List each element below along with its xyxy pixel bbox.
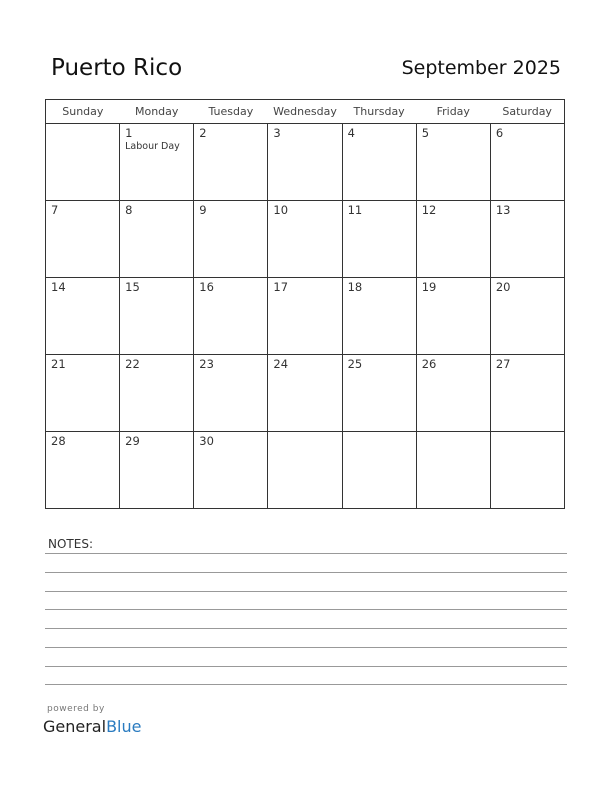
day-number: 6 [495, 126, 504, 140]
day-cell [194, 124, 268, 201]
day-number: 17 [273, 280, 289, 294]
day-number [268, 432, 341, 434]
day-number: 10 [273, 203, 289, 217]
holiday-label: Labour Day [125, 141, 180, 152]
day-number: 3 [273, 126, 281, 140]
day-cell [416, 432, 490, 509]
day-number: 7 [51, 203, 59, 217]
day-cell [120, 124, 194, 201]
day-cell [342, 201, 416, 278]
day-number [343, 432, 416, 434]
day-number: 9 [199, 203, 207, 217]
note-line [45, 591, 567, 592]
day-cell [342, 432, 416, 509]
day-cell [490, 201, 564, 278]
day-number [417, 432, 490, 434]
week-row [46, 355, 565, 432]
day-cell [120, 432, 194, 509]
day-number: 12 [421, 203, 437, 217]
day-cell [120, 355, 194, 432]
day-cell [490, 355, 564, 432]
brand-logo-part1: General [43, 717, 107, 736]
week-row [46, 278, 565, 355]
day-number: 5 [421, 126, 430, 140]
day-number: 19 [421, 280, 437, 294]
day-cell [416, 278, 490, 355]
day-number: 23 [199, 357, 214, 371]
day-number [491, 432, 564, 434]
day-number: 29 [125, 434, 140, 448]
day-cell [194, 278, 268, 355]
day-cell [120, 278, 194, 355]
day-number: 21 [51, 357, 66, 371]
day-number: 11 [347, 203, 363, 217]
powered-by-label: powered by [47, 704, 105, 714]
weekday-sunday: Sunday [46, 100, 120, 124]
week-row [46, 201, 565, 278]
day-number: 15 [125, 280, 140, 294]
day-number: 30 [199, 434, 214, 448]
day-number: 2 [199, 126, 207, 140]
day-cell [268, 278, 342, 355]
day-cell [194, 432, 268, 509]
day-number: 26 [421, 357, 437, 371]
note-line [45, 684, 567, 685]
day-number: 28 [51, 434, 66, 448]
day-cell [416, 124, 490, 201]
day-cell [120, 201, 194, 278]
day-cell [268, 355, 342, 432]
day-cell [46, 201, 120, 278]
day-cell [46, 278, 120, 355]
day-number: 22 [125, 357, 140, 371]
day-cell [268, 432, 342, 509]
day-number: 20 [495, 280, 511, 294]
day-cell [194, 201, 268, 278]
day-number: 13 [495, 203, 511, 217]
weekday-wednesday: Wednesday [268, 100, 342, 124]
day-number: 14 [51, 280, 66, 294]
day-cell [490, 124, 564, 201]
note-line [45, 609, 567, 610]
day-cell [46, 355, 120, 432]
day-cell [342, 278, 416, 355]
weekday-thursday: Thursday [342, 100, 416, 124]
notes-label: NOTES: [48, 537, 93, 551]
weekday-tuesday: Tuesday [194, 100, 268, 124]
day-cell [416, 201, 490, 278]
day-number [46, 124, 119, 126]
day-cell [416, 355, 490, 432]
day-number: 24 [273, 357, 289, 371]
day-cell [342, 355, 416, 432]
calendar-grid [45, 99, 565, 509]
weekday-header-row [46, 100, 565, 124]
note-line [45, 647, 567, 648]
week-row [46, 124, 565, 201]
weekday-monday: Monday [120, 100, 194, 124]
note-line [45, 553, 567, 554]
day-cell [268, 201, 342, 278]
day-cell [490, 432, 564, 509]
day-number: 1 [125, 126, 133, 140]
month-year-title: September 2025 [401, 57, 561, 79]
week-row [46, 432, 565, 509]
note-line [45, 666, 567, 667]
brand-logo [43, 717, 141, 736]
day-cell [194, 355, 268, 432]
brand-logo-part2: Blue [106, 717, 142, 736]
day-number: 4 [347, 126, 355, 140]
day-number: 25 [347, 357, 363, 371]
day-cell [342, 124, 416, 201]
day-number: 27 [495, 357, 511, 371]
weekday-saturday: Saturday [490, 100, 564, 124]
day-cell [46, 432, 120, 509]
day-cell [490, 278, 564, 355]
note-line [45, 572, 567, 573]
day-number: 8 [125, 203, 133, 217]
day-cell [46, 124, 120, 201]
weekday-friday: Friday [416, 100, 490, 124]
day-cell [268, 124, 342, 201]
day-number: 18 [347, 280, 363, 294]
day-number: 16 [199, 280, 214, 294]
country-title: Puerto Rico [51, 55, 183, 81]
note-line [45, 628, 567, 629]
